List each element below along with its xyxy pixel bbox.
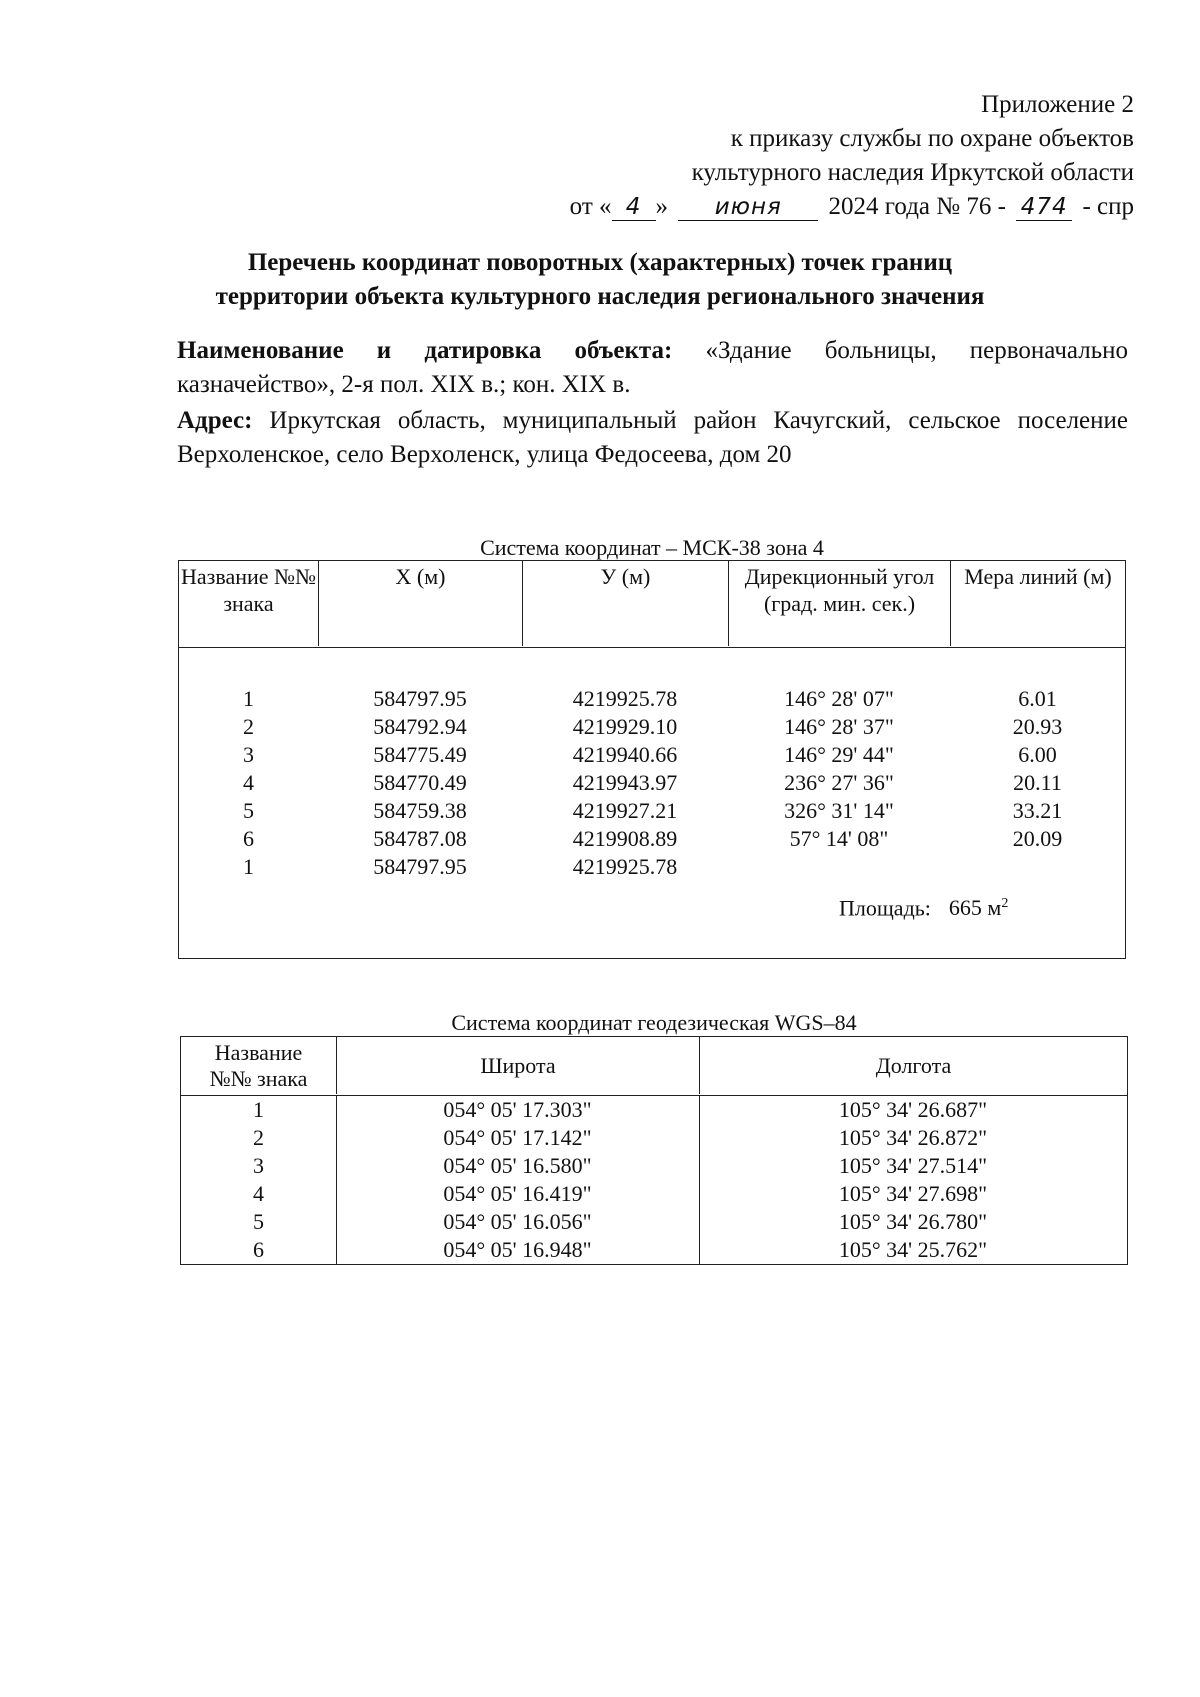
header-y: У (м) [522,561,728,646]
order-date-line [374,190,1134,224]
year-and-number: 2024 года № 76 - [828,193,1006,220]
direction-angle: 57° 14' 08" [789,826,889,851]
msk38-table-caption: Система координат – МСК-38 зона 4 [480,535,824,560]
object-name-label: Наименование и датировка объекта: [177,337,673,364]
point-number: 2 [253,1125,264,1150]
table-row [179,713,1125,741]
table-row [181,1180,1127,1208]
handwritten-month: июня [678,194,818,221]
header-latitude: Широта [336,1037,699,1094]
longitude-value: 105° 34' 26.780" [838,1209,988,1234]
latitude-value: 054° 05' 17.303" [443,1097,592,1122]
point-number: 4 [253,1181,264,1206]
table-row [179,769,1125,797]
line-length: 20.11 [1013,770,1062,795]
table-row [179,825,1125,853]
x-value: 584792.94 [373,714,467,739]
line-length: 6.00 [1018,742,1057,767]
latitude-value: 054° 05' 16.580" [443,1153,592,1178]
point-number: 5 [253,1209,264,1234]
point-number: 4 [243,770,254,795]
date-mid: » [655,193,669,220]
title-line-2: территории объекта культурного наследия регионального значения [215,283,985,310]
point-number: 1 [243,686,254,711]
table-row [181,1236,1127,1264]
table-row [181,1152,1127,1180]
table-row [181,1124,1127,1152]
y-value: 4219925.78 [572,854,678,879]
longitude-value: 105° 34' 27.698" [838,1181,988,1206]
longitude-value: 105° 34' 27.514" [838,1153,988,1178]
x-value: 584759.38 [373,798,467,823]
latitude-value: 054° 05' 17.142" [443,1125,592,1150]
header-direction-angle: Дирекционный угол (град. мин. сек.) [728,561,950,646]
table-row [181,1096,1127,1124]
header-point-name-line-2: №№ знака [209,1066,308,1091]
order-suffix: - спр [1082,193,1134,220]
point-number: 5 [243,798,254,823]
table-row [179,797,1125,825]
x-value: 584797.95 [373,854,467,879]
point-number: 3 [243,742,254,767]
point-number: 1 [253,1097,264,1122]
area-label: Площадь: [839,895,931,921]
line-length: 20.09 [1012,826,1063,851]
point-number: 1 [243,854,254,879]
table-row [179,741,1125,769]
area-exponent: 2 [1001,896,1009,911]
header-point-name: Название №№ знака [181,564,316,616]
handwritten-order-number: 474 [1016,194,1072,221]
msk38-coordinates-table [178,560,1126,959]
direction-angle: 326° 31' 14" [784,798,894,823]
latitude-value: 054° 05' 16.419" [443,1181,592,1206]
header-line-length: Мера линий (м) [950,561,1125,646]
direction-angle: 146° 28' 37" [784,714,894,739]
line-length: 6.01 [1018,686,1057,711]
header-longitude: Долгота [699,1037,1127,1094]
date-prefix: от « [569,193,612,220]
issuing-authority: культурного наследия Иркутской области [691,159,1134,186]
handwritten-day: 4 [612,194,656,221]
x-value: 584770.49 [373,770,467,795]
point-number: 2 [243,714,254,739]
object-info [177,334,1128,474]
area-line [839,890,1008,922]
wgs84-coordinates-table [180,1036,1128,1265]
longitude-value: 105° 34' 25.762" [838,1237,988,1262]
line-length: 33.21 [1012,798,1063,823]
latitude-value: 054° 05' 16.056" [443,1209,592,1234]
order-reference: к приказу службы по охране объектов [730,125,1134,152]
appendix-number: Приложение 2 [981,91,1134,118]
direction-angle: 146° 28' 07" [784,686,894,711]
y-value: 4219943.97 [572,770,678,795]
header-point-name [181,1037,336,1094]
wgs84-table-caption: Система координат геодезическая WGS–84 [451,1010,857,1035]
document-title [150,246,1050,314]
point-number: 6 [243,826,254,851]
y-value: 4219927.21 [572,798,678,823]
area-value: 665 м [948,895,1002,921]
point-number: 3 [253,1153,264,1178]
wgs84-table-header [181,1037,1127,1096]
header-point-name-line-1: Название [214,1040,303,1065]
appendix-header [374,88,1134,224]
table-row [179,853,1125,881]
object-address-label: Адрес: [177,407,253,434]
y-value: 4219929.10 [572,714,678,739]
object-name-value: «Здание больницы, первоначально казначейство», 2-я пол. XIX в.; кон. XIX в. [177,337,1129,398]
msk38-table-header [179,561,1125,648]
y-value: 4219908.89 [572,826,678,851]
wgs84-table-body [181,1096,1127,1264]
direction-angle: 146° 29' 44" [784,742,894,767]
direction-angle: 236° 27' 36" [784,770,894,795]
point-number: 6 [253,1237,264,1262]
header-x: X (м) [318,561,522,646]
x-value: 584797.95 [373,686,467,711]
table-row [181,1208,1127,1236]
y-value: 4219925.78 [572,686,678,711]
table-row [179,685,1125,713]
title-line-1: Перечень координат поворотных (характерных) точек границ [247,249,953,276]
x-value: 584775.49 [373,742,467,767]
y-value: 4219940.66 [572,742,678,767]
longitude-value: 105° 34' 26.687" [838,1097,988,1122]
x-value: 584787.08 [373,826,467,851]
object-name-paragraph [177,334,1128,402]
line-length: 20.93 [1012,714,1063,739]
object-address-paragraph [177,404,1128,472]
longitude-value: 105° 34' 26.872" [838,1125,988,1150]
latitude-value: 054° 05' 16.948" [443,1237,592,1262]
object-address-value: Иркутская область, муниципальный район Качугский, сельское поселение Верхоленское, село Верхоленск, улица Федосеева, дом 20 [177,407,1128,468]
